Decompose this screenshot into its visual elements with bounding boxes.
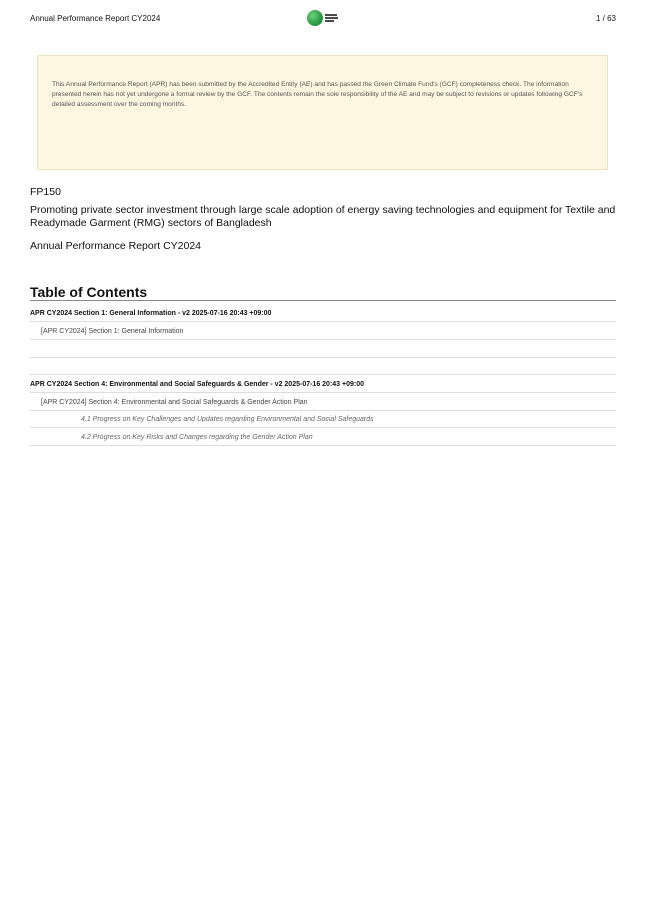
toc-heading: Table of Contents [30,284,616,301]
page-indicator: 1 / 63 [595,14,616,23]
toc-entry-section-1[interactable]: [APR CY2024] Section 1: General Information [30,323,616,340]
toc-entry-section-1-version[interactable]: APR CY2024 Section 1: General Information - v2 2025-07-16 20:43 +09:00 [30,305,616,322]
globe-icon [307,10,323,26]
disclaimer-text: This Annual Performance Report (APR) has been submitted by the Accredited Entity (AE) and has passed the Green Climate Fund's (GCF) completeness check. The information presented herein has not yet undergone a formal review by the GCF. The contents remain the sole responsibility of the AE and may be subject to revisions or updates following GCF's detailed assessment over the coming months. [52,81,583,108]
toc-entry-4-2[interactable]: 4.2 Progress on Key Risks and Changes regarding the Gender Action Plan [30,429,616,446]
toc-entry-blank [30,341,616,358]
logo-wordmark [325,14,338,22]
disclaimer-box [37,55,608,170]
project-title: Promoting private sector investment through large scale adoption of energy saving technologies and equipment for Textile and Readymade Garment (RMG) sectors of Bangladesh [30,204,616,229]
toc-entry-section-4[interactable]: [APR CY2024] Section 4: Environmental and Social Safeguards & Gender Action Plan [30,394,616,411]
report-name: Annual Performance Report CY2024 [30,240,202,252]
project-id: FP150 [30,186,61,198]
toc-entry-4-1[interactable]: 4.1 Progress on Key Challenges and Updates regarding Environmental and Social Safeguards [30,411,616,428]
green-climate-fund-logo-icon [307,8,341,28]
toc-entry-section-4-version[interactable]: APR CY2024 Section 4: Environmental and Social Safeguards & Gender - v2 2025-07-16 20:43 +09:00 [30,376,616,393]
toc-entry-blank [30,358,616,375]
running-header-title: Annual Performance Report CY2024 [30,14,161,23]
